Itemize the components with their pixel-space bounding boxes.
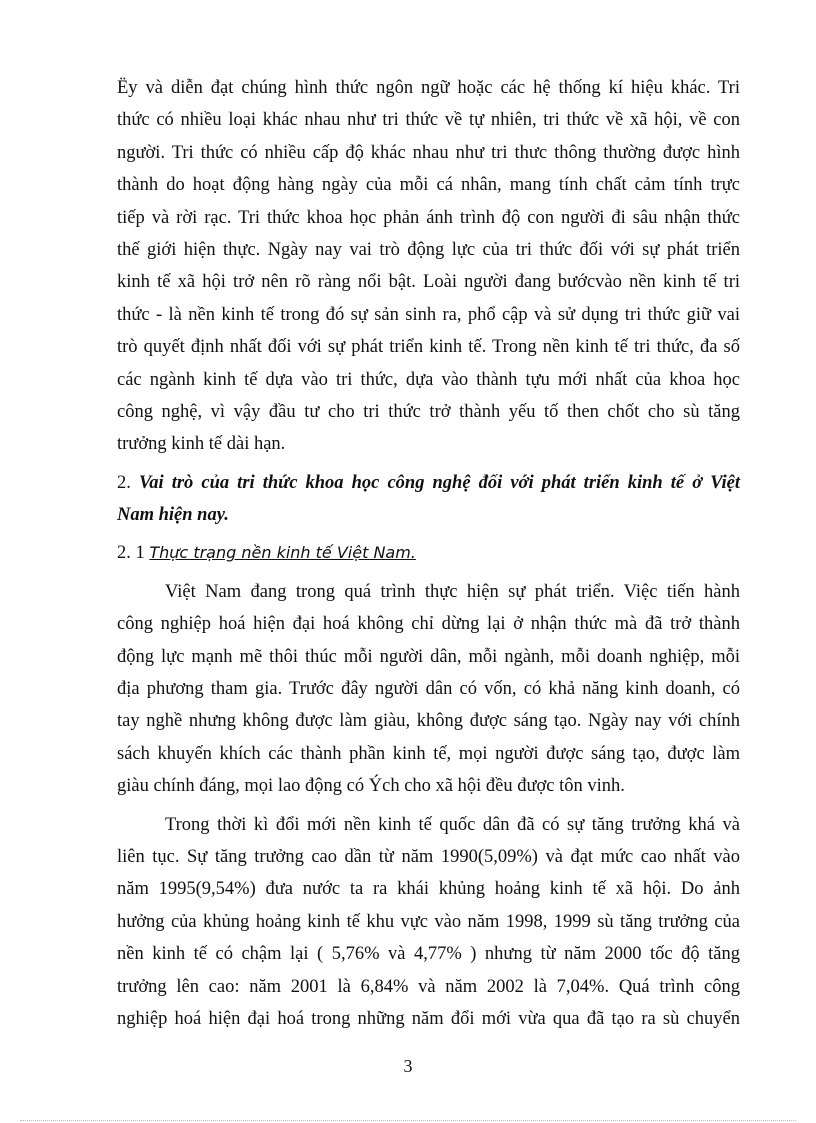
text-line: người. Tri thức có nhiều cấp độ khác nhau như tri thưc thông thường được hình xyxy=(117,142,740,163)
text-line: Trong thời kì đổi mới nền kinh tế quốc dân đã có sự tăng trưởng khá và xyxy=(165,814,740,835)
heading-title-line1: Vai trò của tri thức khoa học công nghệ đối với phát triển kinh tế ở Việt xyxy=(138,472,741,493)
text-line: trưởng kinh tế dài hạn. xyxy=(117,434,286,455)
text-line: năm 1995(9,54%) đưa nước ta ra khái khủng hoảng kinh tế xã hội. Do ảnh xyxy=(117,879,740,900)
document-page xyxy=(117,72,740,1035)
text-line: kinh tế xã hội trở nên rõ ràng nổi bật. Loài người đang bướcvào nền kinh tế tri xyxy=(117,272,740,293)
paragraph-economic-growth xyxy=(117,809,740,1036)
paragraph-knowledge xyxy=(117,72,740,461)
text-line: trưởng lên cao: năm 2001 là 6,84% và năm 2002 là 7,04%. Quá trình công xyxy=(117,976,740,997)
text-line: các ngành kinh tế dựa vào tri thức, dựa vào thành tựu mới nhất của khoa học xyxy=(117,369,740,390)
text-line: sách khuyến khích các thành phần kinh tế, mọi người được sáng tạo, được làm xyxy=(117,743,740,764)
text-line: liên tục. Sự tăng trưởng cao dần từ năm 1990(5,09%) và đạt mức cao nhất vào xyxy=(117,846,740,867)
section-heading-2 xyxy=(117,467,740,532)
text-line: Ëy và diễn đạt chúng hình thức ngôn ngữ hoặc các hệ thống kí hiệu khác. Tri xyxy=(117,78,740,98)
heading-line xyxy=(117,499,740,531)
page-number: 3 xyxy=(403,1056,413,1076)
text-line: động lực mạnh mẽ thôi thúc mỗi người dân, mỗi ngành, mỗi doanh nghiệp, mỗi xyxy=(117,646,740,667)
text-line: thế giới hiện thực. Ngày nay vai trò động lực của tri thức đối với sự phát triển xyxy=(117,239,740,260)
text-line: tay nghề nhưng không được làm giàu, không được sáng tạo. Ngày nay với chính xyxy=(117,711,740,732)
text-line: tiếp và rời rạc. Tri thức khoa học phản ánh trình độ con người đi sâu nhận thức xyxy=(117,207,740,228)
text-line: nền kinh tế có chậm lại ( 5,76% và 4,77% ) nhưng từ năm 2000 tốc độ tăng xyxy=(117,944,740,965)
subheading-line xyxy=(117,537,740,569)
subsection-heading-2-1 xyxy=(117,537,740,569)
text-line: thức có nhiều loại khác nhau như tri thức về tự nhiên, tri thức về xã hội, về con xyxy=(117,110,740,131)
text-line: hưởng của khủng hoảng kinh tế khu vực vào năm 1998, 1999 sù tăng trưởng của xyxy=(117,911,740,932)
paragraph-vietnam-development xyxy=(117,576,740,803)
subheading-number: 2. 1 xyxy=(117,543,145,564)
text-line: công nghiệp hoá hiện đại hoá không chỉ dừng lại ở nhận thức mà đã trở thành xyxy=(117,614,740,635)
heading-title-line2: Nam hiện nay. xyxy=(117,505,229,526)
text-line: Việt Nam đang trong quá trình thực hiện sự phát triển. Việc tiến hành xyxy=(165,581,740,602)
heading-line xyxy=(117,467,740,499)
text-line: địa phương tham gia. Trước đây người dân có vốn, có khả năng kinh doanh, có xyxy=(117,679,740,700)
text-line: nghiệp hoá hiện đại hoá trong những năm đổi mới vừa qua đã tạo ra sù chuyển xyxy=(117,1008,740,1029)
text-line: thức - là nền kinh tế trong đó sự sản sinh ra, phổ cập và sử dụng tri thức giữ vai xyxy=(117,304,740,325)
text-line: trò quyết định nhất đối với sự phát triển kinh tế. Trong nền kinh tế tri thức, đa số xyxy=(117,337,740,358)
text-line: công nghệ, vì vậy đầu tư cho tri thức trở thành yếu tố then chốt cho sù tăng xyxy=(117,401,740,422)
text-line: giàu chính đáng, mọi lao động có Ých cho xã hội đều được tôn vinh. xyxy=(117,776,625,797)
heading-number: 2. xyxy=(117,472,131,493)
text-line: thành do hoạt động hàng ngày của mỗi cá nhân, mang tính chất cảm tính trực xyxy=(117,175,740,196)
page-bottom-divider xyxy=(20,1120,796,1121)
subheading-title: Thực trạng nền kinh tế Việt Nam. xyxy=(149,543,416,563)
